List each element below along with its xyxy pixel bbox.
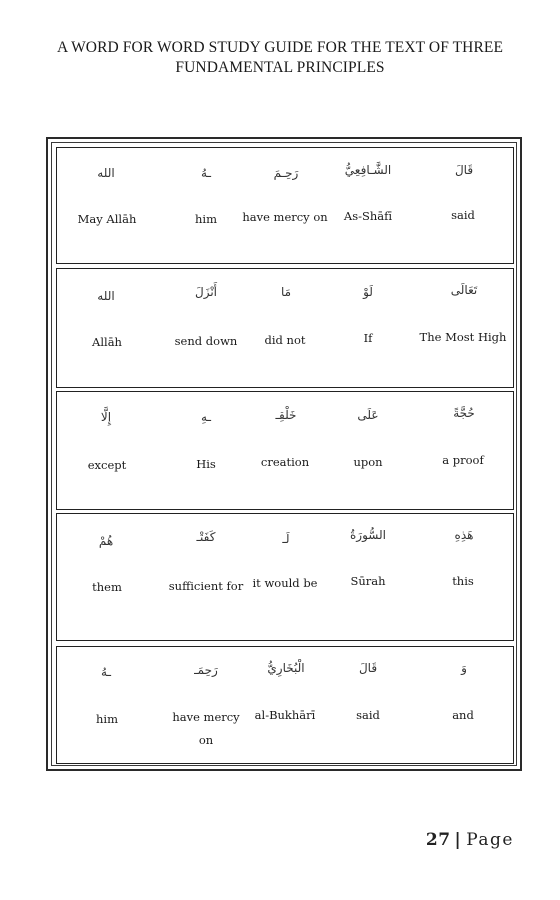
arabic-word: الله	[97, 166, 115, 180]
page-label: Page	[466, 830, 514, 850]
arabic-word: أَنْزَلَ	[194, 285, 217, 299]
arabic-word: هُمْ	[98, 534, 114, 548]
arabic-word: كَفَتْـ	[196, 530, 216, 544]
english-gloss: did not	[264, 333, 306, 347]
english-gloss: have mercy on	[172, 710, 240, 747]
page-separator: |	[454, 830, 463, 850]
header-title-line-2: FUNDAMENTAL PRINCIPLES	[175, 59, 385, 76]
english-gloss: a proof	[442, 453, 484, 467]
arabic-word: عَلَى	[357, 408, 379, 422]
arabic-word: الْبُخَارِيُّ	[267, 661, 305, 675]
english-gloss: sufficient for	[168, 579, 244, 593]
english-gloss: The Most High	[419, 330, 507, 344]
english-gloss: and	[452, 708, 474, 722]
study-row-3	[56, 391, 514, 510]
english-gloss: except	[87, 458, 127, 472]
english-gloss: this	[452, 574, 474, 588]
page-footer	[426, 830, 514, 850]
english-gloss: said	[451, 208, 475, 222]
page-number: 27	[425, 830, 451, 850]
arabic-word: السُّورَةُ	[350, 528, 386, 542]
english-gloss: have mercy on	[242, 210, 328, 224]
arabic-word: الله	[97, 289, 115, 303]
english-gloss: Allāh	[92, 335, 122, 349]
english-gloss: him	[195, 212, 217, 226]
english-gloss: His	[196, 457, 216, 471]
arabic-word: إِلَّا	[100, 410, 112, 424]
english-gloss: If	[363, 331, 373, 345]
english-gloss: al-Bukhārī	[254, 708, 316, 722]
english-gloss: them	[92, 580, 122, 594]
english-gloss: As-Shāfī	[343, 209, 393, 223]
english-gloss: it would be	[252, 576, 318, 590]
english-gloss: creation	[260, 455, 310, 469]
english-gloss: send down	[174, 334, 238, 348]
arabic-word: قَالَ	[358, 661, 378, 675]
arabic-word: مَا	[280, 285, 292, 299]
arabic-word: خَلْقِـ	[275, 408, 297, 422]
arabic-word: وَ	[461, 661, 467, 675]
arabic-word: رَحِـمَ	[273, 166, 299, 180]
arabic-word: ـهُ	[201, 166, 211, 180]
arabic-word: هَذِهِ	[454, 528, 474, 542]
english-gloss: Sūrah	[350, 574, 386, 588]
header-title-line-1: A WORD FOR WORD STUDY GUIDE FOR THE TEXT OF THREE	[56, 39, 504, 56]
arabic-word: لَوْ	[363, 285, 373, 299]
study-row-1	[56, 147, 514, 264]
study-row-5	[56, 646, 514, 764]
arabic-word: حُجَّةً	[453, 406, 475, 420]
arabic-word: الشَّـافِعِيُّ	[344, 163, 392, 177]
english-gloss: said	[356, 708, 380, 722]
study-row-4	[56, 513, 514, 641]
english-gloss: him	[96, 712, 118, 726]
arabic-word: ـهِ	[201, 410, 211, 424]
english-gloss: upon	[353, 455, 383, 469]
page-header	[20, 38, 540, 78]
arabic-word: قَالَ	[454, 163, 474, 177]
study-row-2	[56, 268, 514, 388]
arabic-word: ـهُ	[101, 665, 111, 679]
arabic-word: رَحِمَـ	[194, 663, 218, 677]
arabic-word: تَعَالَى	[450, 283, 478, 297]
arabic-word: لَـ	[282, 532, 290, 546]
english-gloss: May Allāh	[77, 212, 137, 226]
